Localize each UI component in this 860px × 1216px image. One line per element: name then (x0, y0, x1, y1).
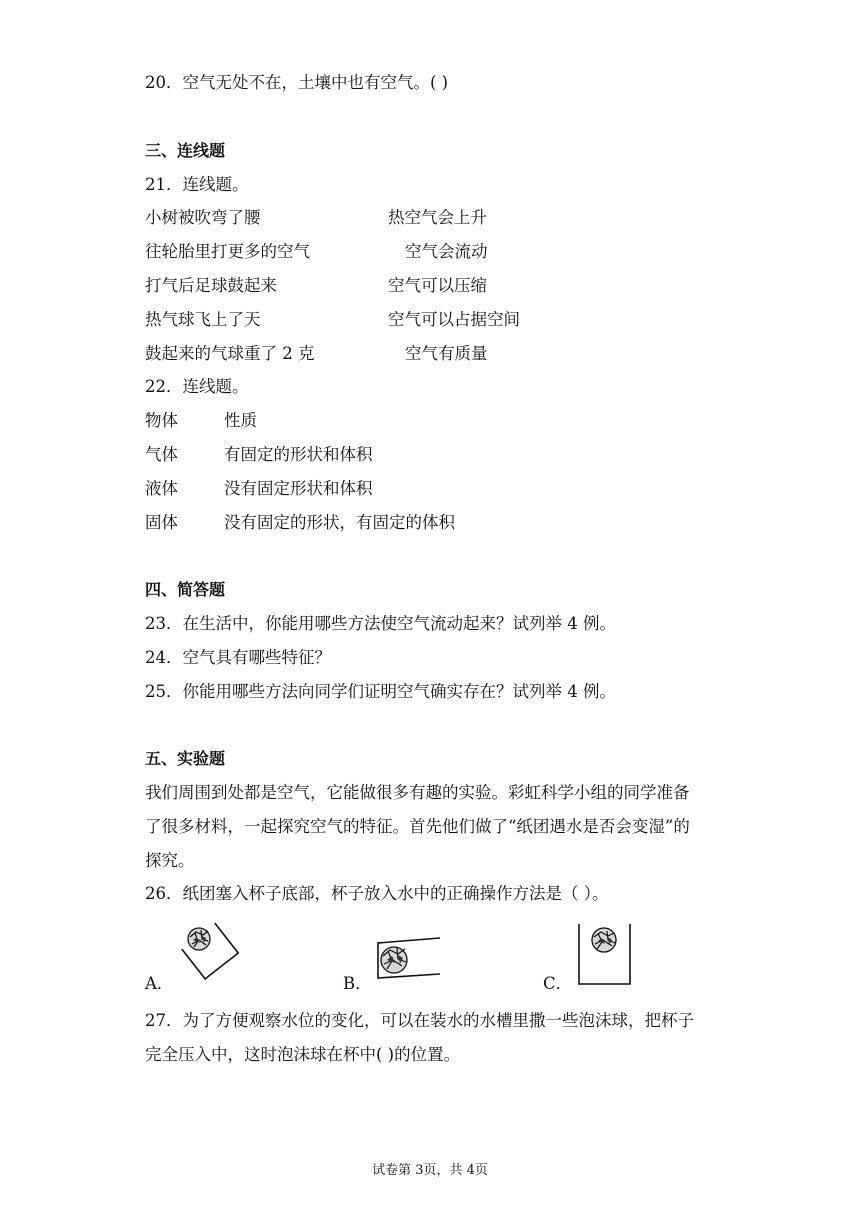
q21-left-item: 往轮胎里打更多的空气 (145, 242, 310, 261)
section-3-title: 三、连线题 (145, 141, 226, 160)
paper-ball-icon (592, 928, 616, 952)
option-a-label: A． (145, 974, 174, 993)
q22-left-item: 液体 (145, 479, 178, 498)
question-20: 20．空气无处不在，土壤中也有空气。( ) (145, 73, 449, 92)
question-24: 24．空气具有哪些特征？ (145, 648, 331, 667)
q22-left-item: 固体 (145, 513, 178, 532)
section-4-title: 四、简答题 (145, 580, 226, 599)
paper-ball-icon (188, 928, 210, 950)
intro-line: 探究。 (145, 851, 195, 870)
intro-line: 了很多材料，一起探究空气的特征。首先他们做了“纸团遇水是否会变湿”的 (145, 817, 690, 836)
question-21-stem: 21．连线题。 (145, 175, 249, 194)
q22-left-item: 物体 (145, 411, 178, 430)
question-22-stem: 22．连线题。 (145, 377, 249, 396)
question-23: 23．在生活中，你能用哪些方法使空气流动起来？试列举 4 例。 (145, 614, 616, 633)
q21-right-item: 空气可以压缩 (388, 276, 487, 295)
q21-left-item: 热气球飞上了天 (145, 310, 261, 329)
q21-left-item: 打气后足球鼓起来 (145, 276, 277, 295)
q22-right-item: 有固定的形状和体积 (224, 445, 373, 464)
q21-right-item: 空气会流动 (405, 242, 488, 261)
question-26: 26．纸团塞入杯子底部，杯子放入水中的正确操作方法是（ ）。 (145, 884, 609, 903)
q22-left-item: 气体 (145, 445, 178, 464)
q22-right-item: 没有固定形状和体积 (224, 479, 373, 498)
paper-ball-icon (381, 947, 407, 973)
page-footer: 试卷第 3页，共 4页 (372, 1163, 488, 1178)
q21-left-item: 小树被吹弯了腰 (145, 208, 261, 227)
option-c-cup-figure (574, 922, 634, 988)
q22-right-item: 没有固定的形状，有固定的体积 (224, 513, 455, 532)
intro-line: 我们周围到处都是空气，它能做很多有趣的实验。彩虹科学小组的同学准备 (145, 783, 690, 802)
q21-right-item: 空气可以占据空间 (388, 310, 520, 329)
question-27-line: 27．为了方便观察水位的变化，可以在装水的水槽里撒一些泡沫球，把杯子 (145, 1011, 694, 1030)
question-25: 25．你能用哪些方法向同学们证明空气确实存在？试列举 4 例。 (145, 682, 616, 701)
section-5-title: 五、实验题 (145, 749, 226, 768)
option-b-label: B． (343, 974, 372, 993)
option-c-label: C． (543, 974, 573, 993)
option-a-cup-figure (177, 918, 243, 984)
q21-left-item: 鼓起来的气球重了 2 克 (145, 344, 315, 363)
q21-right-item: 热空气会上升 (388, 208, 487, 227)
q21-right-item: 空气有质量 (405, 344, 488, 363)
option-b-cup-figure (372, 934, 444, 982)
question-27-line: 完全压入中，这时泡沫球在杯中( )的位置。 (145, 1045, 461, 1064)
q22-right-item: 性质 (224, 411, 257, 430)
